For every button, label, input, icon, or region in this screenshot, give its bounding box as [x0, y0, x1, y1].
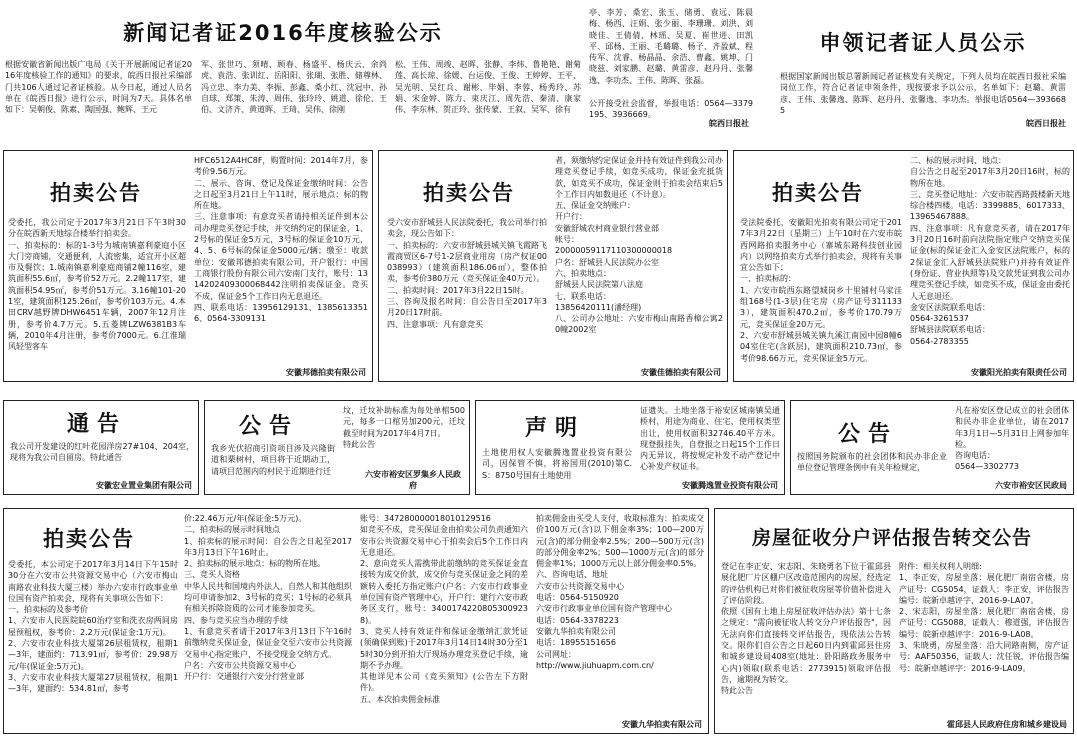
auction-2-col1: 受六安市舒城县人民法院委托，我公司举行拍卖会，现公告如下： 一、拍卖标的：六安市舒城县城关镇飞霞路飞霞商贸区6-7号1-2层商业用房（房产权证00038993）（建筑面积186.06㎡），整体拍卖，参考价380万元（竞买保证金40万元）。 二、拍卖时间：2017年3月22日15时。 三、咨询及报名时间：自公告日至2017年3月20日17时前。 四、注意事项：凡有意竞买 — [387, 218, 547, 329]
auction-2-sign: 安徽佳德拍卖有限公司 — [641, 368, 721, 377]
auction-3-title: 拍卖公告 — [772, 181, 864, 205]
civil-affairs-col2: 凡在裕安区登记成立的社会团体和民办非企业单位，请在2017年3月1日—5月31日上网参加年检。 咨询电话： 0564—3302773 — [955, 406, 1069, 472]
civil-affairs-announcement — [790, 400, 1074, 495]
public-notice — [3, 400, 199, 495]
verify-names-1: 军、张世巧、须晴、顾春、杨盛平、杨庆云、余尚虎、袁浩、张训红、岳阳阳、张瑚、张胜、储尊林、冯立忠、李力美、李振、彭鑫、桑小红、沈冠中、孙自球、郑策、朱涛、周伟、张玲玲、姚道、徐伦、王伯、文济齐、黄道晖、王琦、吴伟、徐刚 — [201, 60, 387, 115]
auction-2-col2: 者，须缴纳约定保证金并持有效证件到我公司办理竞买登记手续，如竞买成功，保证金充抵货款，如竞买不成功，保证金则于拍卖会结束后5个工作日内如数退还（不计息）。 五、保证金交纳账户： 开户行： 安徽舒城农村商业银行营业部 帐号： 20000059117110300000018 户名：舒城县人民法院办公室 六、拍卖地点： 舒城县人民法院第八法庭 七、联系电话： 13856420111(潘经理) 八、公司办公地址：六安市梅山南路香樟公寓20幢2002室 — [555, 156, 723, 335]
apply-notice — [778, 3, 1074, 143]
civil-affairs-sign: 六安市裕安区民政局 — [995, 481, 1067, 490]
verify-notice — [3, 3, 755, 143]
auction-1 — [3, 150, 373, 382]
auction-1-title: 拍卖公告 — [50, 181, 142, 205]
township-col2: 坟，迁坟补助标准为每处单棺500元，每多一口棺另加200元，迁坟截至时间为2017年4月7日。 特此公告 — [343, 406, 465, 449]
township-col1: 我乡光伏招商引资项目涉及兴隆街道和栗树村，项目将于近期动工，请项目范围内的村民于近期进行迁 — [211, 444, 335, 476]
verify-intro: 根据安徽省新闻出版广电局《关于开展新闻记者证2016年度核验工作的通知》的要求，皖西日报社采编部门共106人通过记者证核验。从今日起，通过人员名单在《皖西日报》进行公示，时间为7天。具体名单如下：吴朝俊、陈素、陶国强、鲍辉、王元 — [5, 60, 192, 115]
house-report-col2: 附件：相关权利人明细: 1、李正安，房屋坐落：展化肥厂南宿舍楼，房产证号：CG5054，证载人：李正安，评估报告编号：皖新卓越评字，2016-9-LA07。 2、宋志阳，房屋坐落：展化肥厂南宿舍楼，房产证号：CG5088，证载人：穆道强，评估报告编号：皖新卓越评字：2016-9-LA08。 3、朱晓勇，房屋坐落：沿大同路南侧，房产证号：AAF50356，证载人：沈任锐，评估报告编号：皖新卓越评字：2016-9-LA09。 — [899, 562, 1069, 673]
auction-3-col2: 二、标的展示时间、地点： 自公告之日起至2017年3月20日16时，标的物所在地。 三、竞买登记地址：六安市皖西路鼓楼新天地综合楼四楼。电话：3399885、6017333、13965467888。 四、注意事项：凡有意竞买者，请在2017年3月20日16时前向法院指定账户交纳竞买保证金(标的保证金汇入金安区法院账户，标的2保证金汇入舒城县法院账户)并持有效证件(身份证、营业执照等)及交款凭证到我公司办理竞买登记手续，如竞买不成，保证金由委托人无息退还。 金安区法院联系电话： 0564-3261537 舒城县法院联系电话： 0564-2783355 — [910, 156, 1070, 346]
auction-1-col1: 受委托，我公司定于2017年3月21日下午3时30分在皖西新天地综合楼举行拍卖会。 一、拍卖标的：标的1-3号为城南镇嘉利豪庭小区大门旁商铺，交通便利，人流密集，适宜开小区超市及餐饮；1.城南镇嘉利豪庭商铺2幢116室，建筑面积55.6㎡，参考价52万元。2.2幢117室，建筑面积54.95㎡，参考价51万元。3.16幢101-201室，建筑面积125.26㎡，参考价103万元。4.本田CRV越野牌DHW6451车辆，2007年12月注册，参考价4.7万元。5.五菱牌LZW6381B3车辆，2010年4月注册，参考价7000元。6.江淮瑞风轻型客车 — [8, 218, 186, 352]
auction-4-col4: 拍卖佣金由买受人支付，收取标准为：拍卖成交价100万元(含)以下佣金率3%；100—200万元(含)的部分佣金率2.5%；200—500万元(含)的部分佣金率2%；500—1000万元(含)的部分佣金率1%；1000万元以上部分佣金率0.5%。 六、咨询电话、地址 六安市公共资源交易中心 电话：0564-5150920 六安市行政事业单位国有资产管理中心 电话：0564-3378223 安徽九华拍卖有限公司 电话：18955151656 公司网址： http://www.jiuhuapm.com.cn/ — [536, 514, 704, 670]
auction-4-col3: 账号：347280000018010129516 如竞买不成，竞买保证金由拍卖公司负责通知六安市公共资源交易中心于拍卖会后5个工作日内无息退还。 2、意向竞买人需携带此前缴纳的竞买保证金直接转为成交价款，成交价与竞买保证金之间的差额转入委托方指定账户(户名：六安市行政事业单位国有资产管理中心，开户行：建行六安市政务区支行，账号：34001742208053009238)。 3、竞买人持有效证件和保证金缴纳汇款凭证(须确保到账)于2017年3月14日14时30分至15时30分到开拍大厅现场办理竞买登记手续，逾期不予办理。 其他详见本公司《竞买须知》(公告左下方附件)。 五、本次拍卖佣金标准 — [360, 514, 528, 704]
apply-body: 根据国家新闻出版总署新闻记者证核发有关规定，下列人员均在皖西日报社采编岗位工作，符合记者证申领条件，现按要求予以公示，名单如下：赵璐、黄雷彦、王伟、张馨逸、陈晖、赵丹丹、张馨逸、李功杰。举报电话0564—3936685 — [780, 72, 1066, 115]
township-announcement — [204, 400, 470, 495]
public-notice-title: 通告 — [66, 412, 127, 437]
statement-sign: 安徽腾逸置业投资有限公司 — [682, 481, 778, 490]
auction-3-col1: 受法院委托，安徽阳光拍卖有限公司定于2017年3月22日（星期三）上午10时在六安市皖西网路拍卖服务中心（寨城东路科技创业园内）以网络拍卖方式举行拍卖会，现将有关事宜公告如下： 一、拍卖标的： 1、六安市皖西东路望城岗乡十里铺村马家洼组168号(1-3层)住宅房（房产证号3111333），建筑面积470.2㎡，参考价170.79万元，竞买保证金20万元。 2、六安市舒城县城关镇九溪江南园中园8幢604室住宅(含跃层)，建筑面积210.73㎡，参考价98.66万元，竞买保证金5万元。 — [740, 218, 902, 363]
apply-sign: 皖西日报社 — [1026, 119, 1066, 128]
auction-4-sign: 安徽九华拍卖有限公司 — [622, 720, 702, 729]
verify-contact: 公开接受社会监督，举报电话：0564—3379195、3936669。 — [589, 99, 753, 120]
auction-1-sign: 安徽邦德拍卖有限公司 — [286, 368, 366, 377]
township-sign: 六安市裕安区罗集乡人民政府 — [365, 470, 461, 490]
civil-affairs-title: 公告 — [837, 422, 898, 447]
auction-4-title: 拍卖公告 — [43, 527, 135, 551]
statement-title: 声明 — [524, 416, 585, 441]
house-report-col1: 登记在李正安、宋志阳、朱晓勇名下位于霍邱县展化肥厂片区棚户区改造范围内的房屋，经选定的评估机构已对你们被征收房屋等价值补偿进入了评估阶段。 依照《国有土地上房屋征收评估办法》第十七条之规定："需向被征收人转交分户评估报告"，因无法向你们直接转交评估报告，现依法公告转交。限你们自公告之日起60日内到霍邱县住房和城乡建设局408室(地址：卧阳路政务服务中心内)领取(联系电话：2773915)领取评估报告，逾期视为转交。 特此公告 — [721, 562, 891, 696]
verify-names-2: 松、王伟、周竣、赵晖、张静、李炜、鲁艳艳、谢菊莲、高长琼、徐媛、台运俊、王俊、王婷婷、王平、吴光明、吴红兵、谢彬、毕娟、李蓉、杨秀玲、苏娟、宋金婷、陈力、束庆江、周先浩、秦清、康家伟、李东林、贺正玲、张传蒙、王叙、吴军、徐有 — [395, 60, 581, 115]
auction-3-sign: 安徽阳光拍卖有限责任公司 — [971, 368, 1067, 377]
statement-col1: 土地使用权人安徽腾逸置业投资有限公司，因保管不慎，将裕国用(2010)第C.S：8750号国有土地使用 — [482, 448, 632, 480]
auction-1-col2: HFC6512A4HC8F，购置时间：2014年7月，参考价9.56万元。 二、展示、咨询、登记及保证金缴纳时间：公告之日起至3月21日上午11时，展示地点：标的物所在地。 三、注意事项：有意竞买者请持相关证件到本公司办理竞买登记手续，并交纳约定的保证金，1、2号标的保证金5万元，3号标的保证金10万元，4、5、6号标的保证金5000元/辆；缴至：收款单位：安徽邦德拍卖有限公司，开户银行：中国工商银行股份有限公司六安南门支行，账号：1314202409300068442注明拍卖保证金。竞买不成，保证金5个工作日内无息退还。 四、联系电话：13956129131、13856133516、0564-3309131 — [194, 156, 368, 324]
auction-2 — [378, 150, 728, 382]
house-report-sign: 霍邱县人民政府住房和城乡建设局 — [947, 720, 1067, 729]
verify-title: 新闻记者证2016年度核验公示 — [123, 21, 443, 45]
apply-title: 申领记者证人员公示 — [819, 31, 1027, 55]
auction-4-col2: 价:22.46万元/年(保证金:5万元)。 二、拍卖标的展示时间地点 1、拍卖标的展示时间：自公告之日起至2017年3月13日下午16时止。 2、拍卖标的展示地点：标的物所在地。 三、竞买人资格 中华人民共和国境内外法人、自然人和其他组织均可申请参加2、3号标的竞买；1号标的必须具有相关拆除资质的公司才能参加竞买。 四、参与竞买应当办理的手续 1、有意竞买者请于2017年3月13日下午16时前缴纳竞买保证金，保证金交至六安市公共资源交易中心指定账户，不接受现金交纳方式。 户名：六安市公共资源交易中心 开户行：交通银行六安分行营业部 — [184, 514, 352, 682]
statement-col2: 证遗失。土地坐落于裕安区城南镇吴通桥村，用途为商业、住宅，使用权类型出让，使用权面积32746.40平方米。现登报挂失，自登报之日起15个工作日内无异议，将按规定补发不动产登记中心补发产权证书。 — [640, 406, 780, 472]
verify-sign: 皖西日报社 — [709, 119, 749, 128]
house-report-title: 房屋征收分户评估报告转交公告 — [751, 527, 1032, 549]
auction-4 — [3, 508, 709, 734]
verify-names-3: 亭、李芳、桑宏、张玉、储勇、袁远、陈晨梅、杨西、汪娟、张少丽、李珊珊、刘洪、刘晓佳、王倩倩、林瑶、吴夏、崔世进、田凯平、邱杨、王丽、毛璐璐、杨子、齐盈斌、程传军、沈睿、杨晶晶、余浩、曹鑫、姚坤、门晓兹、刘家鹏、赵璐、黄雷彦、赵丹丹、张馨逸、李功杰、王伟、陈晖、张磊。 — [589, 8, 753, 85]
statement — [475, 400, 785, 495]
public-notice-body: 我公司开发建设的红叶花园洋房27#104、204室，现将为我公司自留房。特此通告 — [10, 442, 194, 463]
township-title: 公告 — [238, 414, 299, 439]
auction-2-title: 拍卖公告 — [423, 181, 515, 205]
house-report-notice — [714, 508, 1074, 734]
auction-3 — [733, 150, 1074, 382]
public-notice-sign: 安徽宏业置业集团有限公司 — [96, 481, 192, 490]
auction-4-col1: 受委托，本公司定于2017年3月14日下午15时30分在六安市公共资源交易中心（六安市梅山南路农业科技大厦三楼）举办六安市行政事业单位国有资产拍卖会，现将有关事项公告如下： 一、拍卖标的及参考价 1、六安市人民医院皖60治疗室和洗衣房两间房屋预租权，参考价：2.2万元(保证金:1万元)。 2、六安市农业科技大厦第26层租赁权，租期1—3年，建面约：713.91㎡，参考价：29.98万元/年(保证金:5万元)。 3、六安市农业科技大厦第27层租赁权，租期1—3年，建面约：534.81㎡，参考 — [8, 560, 178, 694]
civil-affairs-col1: 按照国务院颁布的社会团体和民办非企业单位登记管理条例中有关年检规定， — [797, 452, 947, 473]
